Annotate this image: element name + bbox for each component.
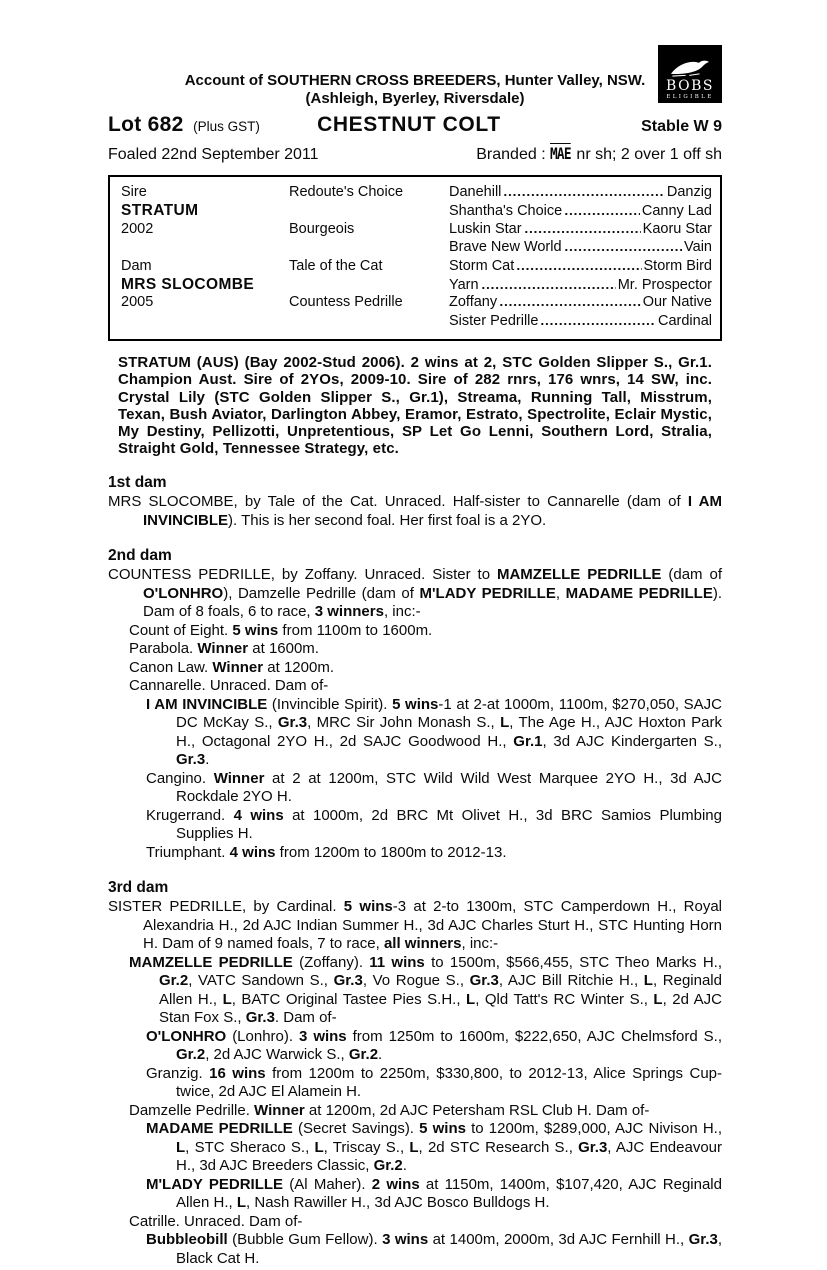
emphasized-text: Gr.3 [176, 751, 206, 769]
emphasized-text: L [653, 990, 663, 1008]
pedigree-row [121, 221, 712, 239]
emphasized-text: L [500, 714, 510, 732]
pedigree-entry [146, 1176, 722, 1213]
plain-text: Parabola. [129, 640, 198, 658]
foaled-date: Foaled 22nd September 2011 [108, 146, 319, 163]
pedigree-generation-3-cell [449, 313, 712, 329]
emphasized-text: Gr.2 [176, 1046, 206, 1064]
pedigree-generation-1-cell: Dam [121, 257, 152, 274]
plain-text: at 1200m, 2d AJC Petersham RSL Club H. Dam of- [304, 1101, 650, 1119]
emphasized-text: L [314, 1138, 324, 1156]
plain-text: at 1150m, 1400m, $107,420, AJC Reginald Allen H., [176, 1175, 722, 1212]
pedigree-entry [129, 1102, 722, 1121]
brand-mark-glyph: $\overline{MAE}$ [550, 144, 571, 163]
pedigree-rows [121, 184, 712, 331]
emphasized-text: Bubbleobill [146, 1231, 228, 1249]
pedigree-table [108, 175, 722, 341]
pedigree-entry [146, 1120, 722, 1176]
emphasized-text: 4 wins [229, 843, 276, 861]
pedigree-generation-3-cell [449, 258, 712, 274]
plain-text: , Triscay S., [323, 1138, 410, 1156]
emphasized-text: MADAME PEDRILLE [146, 1120, 293, 1138]
dam-section-heading: 1st dam [108, 474, 167, 492]
plain-text: , inc:- [383, 603, 421, 621]
pedigree-generation-1-cell: Sire [121, 184, 147, 200]
emphasized-text: L [176, 1138, 186, 1156]
emphasized-text: 11 wins [369, 953, 425, 971]
dot-leader [481, 286, 616, 290]
plain-text: , Qld Tatt's RC Winter S., [475, 990, 654, 1008]
ancestor-name-right: Cardinal [658, 312, 712, 329]
plain-text: , BATC Original Tastee Pies S.H., [231, 990, 467, 1008]
emphasized-text: Gr.3 [245, 1009, 275, 1027]
dot-leader [564, 248, 683, 252]
plain-text: , Nash Rawiller H., 3d AJC Bosco Bulldogs H. [246, 1194, 550, 1212]
emphasized-text: O'LONHRO [143, 584, 224, 602]
plain-text: Cannarelle. Unraced. Dam of- [129, 677, 329, 695]
plain-text: . [205, 751, 210, 769]
plain-text: ). This is her second foal. Her first foal is a 2YO. [228, 511, 547, 529]
plain-text: (Bubble Gum Fellow). [227, 1231, 383, 1249]
plain-text: to 1200m, $289,000, AJC Nivison H., [465, 1120, 722, 1138]
ancestor-name-right: Storm Bird [643, 257, 712, 274]
plain-text: at 1400m, 2000m, 3d AJC Fernhill H., [428, 1231, 689, 1249]
plain-text: , Black Cat H. [176, 1231, 722, 1267]
emphasized-text: L [466, 990, 476, 1008]
emphasized-text: all winners [383, 935, 462, 953]
plain-text: , VATC Sandown S., [188, 972, 334, 990]
plain-text: Canon Law. [129, 658, 213, 676]
ancestor-name-right: Our Native [642, 294, 712, 311]
plain-text: , 3d AJC Kindergarten S., [542, 732, 722, 750]
emphasized-text: Gr.3 [578, 1138, 608, 1156]
pedigree-entry [108, 898, 722, 954]
plain-text: SISTER PEDRILLE, by Cardinal. [108, 898, 344, 916]
emphasized-text: Winner [197, 640, 249, 658]
ancestor-name-left: Zoffany [449, 294, 498, 311]
plain-text: , [555, 584, 566, 602]
plain-text: (Zoffany). [292, 953, 370, 971]
dot-leader [516, 267, 641, 271]
dam-section [108, 878, 722, 1268]
foaled-branded-row [108, 144, 722, 164]
emphasized-text: 16 wins [209, 1064, 266, 1082]
plain-text: from 1200m to 1800m to 2012-13. [275, 843, 507, 861]
ancestor-name-left: Brave New World [449, 239, 562, 256]
dot-leader [503, 193, 664, 197]
plain-text: , Reginald Allen H., [159, 972, 722, 1008]
lot-header-row [108, 113, 722, 137]
pedigree-generation-1-cell: STRATUM [121, 202, 199, 220]
emphasized-text: Gr.3 [277, 714, 308, 732]
pedigree-generation-1-cell: 2005 [121, 294, 154, 311]
pedigree-entry [146, 1028, 722, 1065]
plain-text: , 2d STC Research S., [418, 1138, 579, 1156]
horse-title: CHESTNUT COLT [317, 113, 501, 136]
plain-text: , 2d AJC Stan Fox S., [159, 990, 722, 1027]
emphasized-text: Gr.3 [688, 1231, 718, 1249]
pedigree-generation-2-cell: Tale of the Cat [289, 257, 383, 274]
pedigree-row [121, 276, 712, 294]
pedigree-generation-3-cell [449, 203, 712, 219]
emphasized-text: 3 wins [299, 1027, 347, 1045]
plain-text: from 1200m to 2250m, $330,800, to 2012-13, Alice Springs Cup-twice, 2d AJC El Alamein H. [176, 1064, 723, 1101]
ancestor-name-right: Mr. Prospector [617, 276, 712, 293]
lot-left-group [108, 113, 260, 137]
dam-section-heading: 3rd dam [108, 879, 169, 897]
emphasized-text: 4 wins [233, 806, 284, 824]
pedigree-generation-3-cell [449, 294, 712, 310]
pedigree-generation-3-cell [449, 239, 712, 255]
plain-text: , The Age H., AJC Hoxton Park H., Octagonal 2YO H., 2d SAJC Goodwood H., [176, 714, 722, 750]
emphasized-text: O'LONHRO [146, 1027, 227, 1045]
emphasized-text: L [643, 972, 653, 990]
ancestor-name-right: Vain [684, 239, 712, 256]
bobs-eligible-logo [658, 45, 722, 103]
plain-text: Damzelle Pedrille. [129, 1101, 255, 1119]
emphasized-text: M'LADY PEDRILLE [146, 1175, 284, 1193]
emphasized-text: 2 wins [371, 1175, 420, 1193]
location-line: (Ashleigh, Byerley, Riversdale) [305, 90, 525, 107]
emphasized-text: Gr.3 [333, 972, 363, 990]
plain-text: (Secret Savings). [292, 1120, 420, 1138]
pedigree-entry [146, 807, 722, 844]
emphasized-text: 3 winners [314, 603, 384, 621]
bobs-logo-subtitle: ELIGIBLE [666, 94, 714, 100]
plain-text: to 1500m, $566,455, STC Theo Marks H., [424, 953, 722, 971]
plain-text: , MRC Sir John Monash S., [307, 714, 501, 732]
pedigree-generation-2-cell: Countess Pedrille [289, 294, 403, 311]
ancestor-name-left: Shantha's Choice [449, 203, 563, 220]
pedigree-row [121, 258, 712, 276]
ancestor-name-right: Kaoru Star [642, 220, 712, 237]
emphasized-text: Gr.2 [373, 1157, 403, 1175]
pedigree-entry [129, 677, 722, 696]
plain-text: at 2 at 1200m, STC Wild Wild West Marquee 2YO H., 3d AJC Rockdale 2YO H. [176, 769, 722, 806]
emphasized-text: 5 wins [343, 898, 393, 916]
plain-text: , 2d AJC Warwick S., [205, 1046, 349, 1064]
emphasized-text: I AM INVINCIBLE [146, 695, 268, 713]
pedigree-entry [129, 659, 722, 678]
pedigree-entry [129, 1213, 722, 1232]
pedigree-row [121, 239, 712, 257]
dam-sections [108, 473, 722, 1268]
plain-text: ), Damzelle Pedrille (dam of [223, 584, 420, 602]
pedigree-row [121, 313, 712, 331]
plain-text: at 1200m. [263, 658, 334, 676]
dot-leader [564, 212, 640, 216]
emphasized-text: Gr.1 [513, 732, 543, 750]
bobs-logo-title: BOBS [666, 78, 714, 94]
plain-text: Triumphant. [146, 843, 230, 861]
horse-swoosh-icon [668, 57, 712, 79]
pedigree-generation-3-cell [449, 184, 712, 200]
plain-text: MRS SLOCOMBE, by Tale of the Cat. Unraced. Half-sister to Cannarelle (dam of [108, 493, 688, 511]
dam-section [108, 473, 722, 530]
pedigree-generation-3-cell [449, 277, 712, 293]
pedigree-generation-3-cell [449, 221, 712, 237]
plain-text: at 1600m. [248, 640, 319, 658]
ancestor-name-left: Storm Cat [449, 257, 515, 274]
plain-text: -3 at 2-to 1300m, STC Camperdown H., Royal Alexandria H., 2d AJC Indian Summer H., 3d AJC Charles Sturt H., STC Hunting Horn H. Dam of 9 named foals, 7 to race, [143, 898, 723, 953]
dam-section-heading: 2nd dam [108, 547, 172, 565]
emphasized-text: Gr.2 [348, 1046, 379, 1064]
branded-suffix: nr sh; 2 over 1 off sh [571, 146, 722, 163]
pedigree-entry [146, 696, 722, 770]
dam-section [108, 546, 722, 862]
emphasized-text: L [222, 990, 232, 1008]
emphasized-text: Winner [213, 769, 265, 787]
plain-text: . Dam of- [274, 1009, 337, 1027]
emphasized-text: M'LADY PEDRILLE [419, 584, 556, 602]
emphasized-text: MADAME PEDRILLE [565, 584, 713, 602]
plain-text: at 1000m, 2d BRC Mt Olivet H., 3d BRC Samios Plumbing Supplies H. [176, 806, 722, 843]
dot-leader [499, 303, 641, 307]
pedigree-entry [146, 844, 722, 863]
plain-text: Cangino. [146, 769, 214, 787]
plain-text: . [378, 1046, 383, 1064]
ancestor-name-left: Luskin Star [449, 220, 522, 237]
plain-text: -1 at 2-at 1000m, 1100m, $270,050, SAJC DC McKay S., [176, 695, 723, 732]
plain-text: Count of Eight. [129, 621, 233, 639]
plain-text: from 1100m to 1600m. [278, 621, 433, 639]
pedigree-generation-2-cell: Redoute's Choice [289, 184, 404, 200]
emphasized-text: 5 wins [392, 695, 439, 713]
plain-text: Krugerrand. [146, 806, 234, 824]
pedigree-row [121, 184, 712, 202]
emphasized-text: L [236, 1194, 247, 1212]
plain-text: , AJC Bill Ritchie H., [498, 972, 644, 990]
ancestor-name-left: Danehill [449, 184, 502, 200]
emphasized-text: MAMZELLE PEDRILLE [496, 566, 662, 584]
ancestor-name-left: Yarn [449, 276, 479, 293]
dot-leader [540, 322, 656, 326]
account-line: Account of SOUTHERN CROSS BREEDERS, Hunter Valley, NSW. [184, 72, 646, 89]
lot-number: Lot 682 [108, 113, 184, 136]
emphasized-text: 5 wins [232, 621, 279, 639]
emphasized-text: Gr.2 [159, 972, 189, 990]
pedigree-generation-2-cell: Bourgeois [289, 220, 355, 237]
stable-label: Stable W 9 [641, 118, 722, 135]
emphasized-text: 5 wins [419, 1120, 466, 1138]
branded-info [476, 144, 722, 164]
plain-text: , Vo Rogue S., [362, 972, 470, 990]
pedigree-entry [129, 622, 722, 641]
pedigree-entry [146, 1065, 722, 1102]
pedigree-entry [108, 493, 722, 530]
plain-text: (Lonhro). [226, 1027, 300, 1045]
pedigree-entry [146, 770, 722, 807]
plain-text: , AJC Endeavour H., 3d AJC Breeders Classic, [176, 1138, 722, 1175]
plain-text: from 1250m to 1600m, $222,650, AJC Chelmsford S., [346, 1027, 722, 1045]
emphasized-text: Winner [212, 658, 264, 676]
emphasized-text: Gr.3 [469, 972, 499, 990]
pedigree-entry [129, 640, 722, 659]
branded-prefix: Branded : [476, 146, 551, 163]
ancestor-name-left: Sister Pedrille [449, 312, 539, 329]
sire-summary: STRATUM (AUS) (Bay 2002-Stud 2006). 2 wins at 2, STC Golden Slipper S., Gr.1. Champion Aust. Sire of 2YOs, 2009-10. Sire of 282 rnrs, 176 wnrs, 14 SW, inc. Crystal Lily (STC Golden Slipper S., Gr.1), Streama, Running Tall, Misstrum, Texan, Bush Aviator, Darlington Abbey, Eramor, Estrato, Spectrolite, Eclair Mystic, My Destiny, Pellizotti, Unpretentious, SP Let Go Lenni, Southern Lord, Stralia, Straight Gold, Tennessee Strategy, etc. [118, 354, 712, 458]
plain-text: Granzig. [146, 1064, 210, 1082]
pedigree-entry [108, 566, 722, 622]
plain-text: COUNTESS PEDRILLE, by Zoffany. Unraced. Sister to [108, 566, 497, 584]
emphasized-text: Winner [254, 1101, 305, 1119]
gst-note: (Plus GST) [193, 119, 260, 134]
emphasized-text: 3 wins [382, 1231, 429, 1249]
emphasized-text: MAMZELLE PEDRILLE [129, 953, 293, 971]
pedigree-entry [129, 954, 722, 1028]
plain-text: , inc:- [461, 935, 499, 953]
plain-text: , STC Sheraco S., [185, 1138, 315, 1156]
plain-text: Catrille. Unraced. Dam of- [129, 1212, 303, 1230]
plain-text: ). Dam of 8 foals, 6 to race, [143, 584, 722, 621]
ancestor-name-right: Danzig [666, 184, 712, 200]
ancestor-name-right: Canny Lad [641, 203, 712, 220]
plain-text: (dam of [661, 566, 722, 584]
plain-text: (Invincible Spirit). [267, 695, 393, 713]
pedigree-generation-1-cell: MRS SLOCOMBE [121, 275, 255, 293]
pedigree-entry [146, 1231, 722, 1268]
plain-text: . [402, 1157, 407, 1175]
emphasized-text: L [409, 1138, 419, 1156]
pedigree-row [121, 294, 712, 312]
pedigree-generation-1-cell: 2002 [121, 220, 154, 237]
plain-text: (Al Maher). [283, 1175, 372, 1193]
emphasized-text: I AM INVINCIBLE [143, 493, 722, 529]
dot-leader [524, 230, 641, 234]
pedigree-row [121, 202, 712, 220]
